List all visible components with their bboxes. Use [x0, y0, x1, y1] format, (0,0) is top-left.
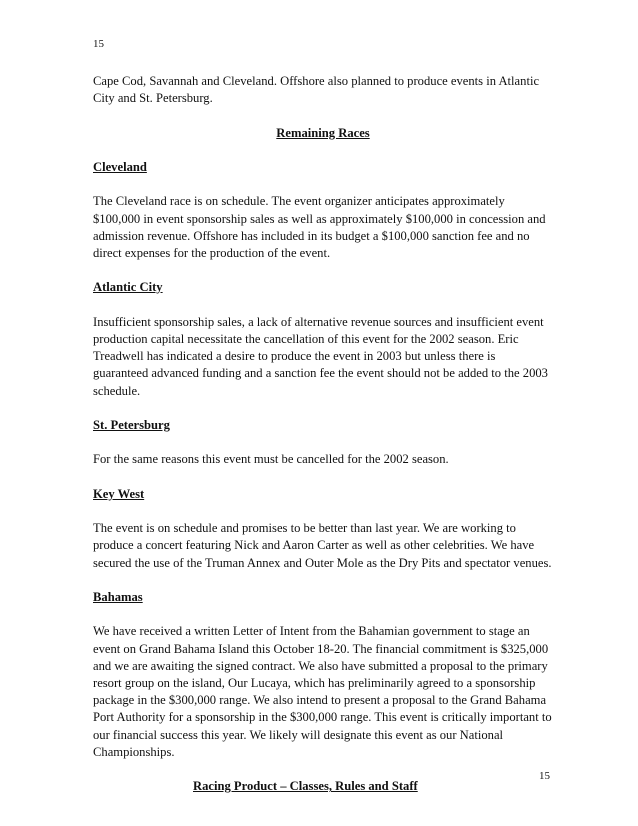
- section-body-key-west: The event is on schedule and promises to be better than last year. We are working to produce a concert featuring Nick and Aaron Carter as well as other celebrities. We have secured the use of the Truman Annex and Outer Mole as the Dry Pits and spectator venues.: [93, 521, 552, 570]
- page-content: [93, 73, 553, 795]
- intro-paragraph: Cape Cod, Savannah and Cleveland. Offshore also planned to produce events in Atlantic City and St. Petersburg.: [93, 74, 540, 106]
- section-body-atlantic-city: Insufficient sponsorship sales, a lack of alternative revenue sources and insufficient event production capital necessitate the cancellation of this event for the 2002 season. Eric Treadwell has indicated a desire to produce the event in 2003 but unless there is guaranteed advanced funding and a sanction fee the event should not be added to the 2003 schedule.: [93, 314, 548, 398]
- section-heading-bahamas: Bahamas: [93, 589, 143, 604]
- page-number-bottom: 15: [539, 770, 550, 782]
- section-heading-st-petersburg: St. Petersburg: [93, 417, 170, 432]
- racing-product-heading: Racing Product – Classes, Rules and Staff: [193, 779, 418, 794]
- remaining-races-heading: Remaining Races: [276, 125, 370, 140]
- section-heading-atlantic-city: Atlantic City: [93, 280, 163, 295]
- page-number-top: 15: [93, 38, 104, 50]
- section-heading-cleveland: Cleveland: [93, 159, 147, 174]
- section-body-bahamas: We have received a written Letter of Intent from the Bahamian government to stage an event on Grand Bahama Island this October 18-20. The financial commitment is $325,000 and we are awaiting the signed contract. We also have submitted a proposal to the primary resort group on the island, Our Lucaya, which has preliminarily agreed to a sponsorship package in the $300,000 range. We also intend to present a proposal to the Grand Bahama Port Authority for a sponsorship in the $300,000 range. This event is critically important to our financial success this year. We likely will designate this event as our National Championships.: [93, 624, 552, 759]
- section-body-cleveland: The Cleveland race is on schedule. The event organizer anticipates approximately $100,000 in event sponsorship sales as well as approximately $100,000 in concession and admission revenue. Offshore has included in its budget a $100,000 sanction fee and no direct expenses for the production of the event.: [93, 194, 546, 260]
- section-heading-key-west: Key West: [93, 486, 145, 501]
- section-body-st-petersburg: For the same reasons this event must be cancelled for the 2002 season.: [93, 452, 449, 467]
